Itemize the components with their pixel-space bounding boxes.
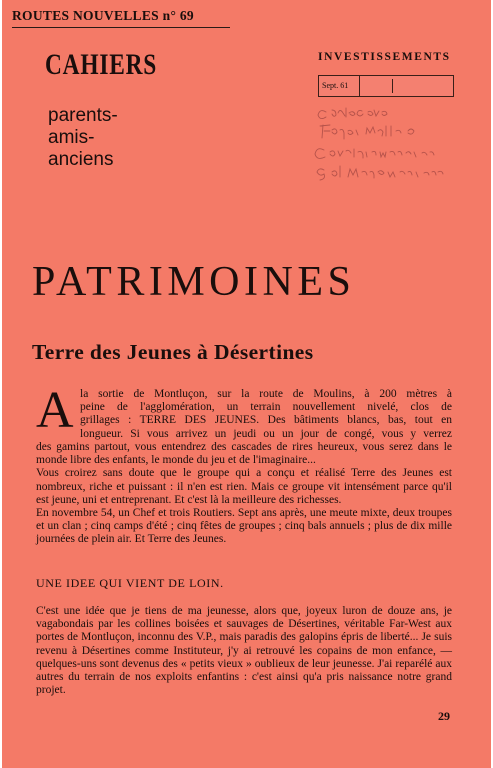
page-title: PATRIMOINES [32, 259, 356, 305]
investments-label: INVESTISSEMENTS [318, 51, 451, 63]
drop-cap: A [36, 382, 74, 439]
article-body-2 [36, 605, 452, 697]
date-stamp: Sept. 61 [322, 81, 349, 90]
date-stamp-box [318, 75, 454, 97]
paragraph-1-continued: des gamins partout, vous entendrez des cascades de rires heureux, vous serez dans le monde libre des enfants, le monde du jeu et de l'imaginaire... [36, 441, 452, 467]
magazine-page [2, 0, 491, 768]
stamp-mark [392, 79, 393, 93]
magazine-name: CAHIERS [45, 48, 158, 81]
paragraph-4: C'est une idée que je tiens de ma jeunesse, alors que, joyeux luron de douze ans, je vagabondais par les collines boisées et sauvages de Désertines, véritable Far-West aux portes de Montluçon, inconnu des V.P., mais paradis des galopins épris de liberté... Je suis revenu à Désertines comme Instituteur, j'y ai retrouvé les copains de mon enfance, — quelques-uns sont devenus des « petits vieux » oublieux de leur jeunesse. J'ai reparélé aux autres du terrain de nos exploits enfantins : c'est ainsi qu'a pris naissance notre grand projet. [36, 605, 452, 697]
intro-line-3: grillages : TERRE DES JEUNES. Des bâtiments blancs, bas, tout en [80, 414, 452, 427]
article-body [36, 441, 452, 547]
stamp-divider [359, 76, 360, 96]
intro-lines [80, 388, 452, 441]
subtitle-line-2: amis- [48, 127, 95, 148]
article-headline: Terre des Jeunes à Désertines [32, 340, 314, 364]
paragraph-2: Vous croirez sans doute que le groupe qui a conçu et réalisé Terre des Jeunes est nombreux, riche et puissant : il n'en est rien. Mais ce groupe vit intensément parce qu'il est jeune, uni et entreprenant. Et c'est là la meilleure des richesses. [36, 467, 452, 506]
page-number: 29 [438, 709, 450, 723]
series-title: ROUTES NOUVELLES n° 69 [12, 8, 194, 23]
intro-line-4: longueur. Si vous arrivez un jeudi ou un jour de congé, vous y verrez [80, 427, 452, 440]
section-heading: UNE IDEE QUI VIENT DE LOIN. [36, 576, 224, 590]
subtitle-line-3: anciens [48, 149, 114, 170]
paragraph-3: En novembre 54, un Chef et trois Routiers. Sept ans après, une meute mixte, deux troupes et un clan ; cinq camps d'été ; cinq fêtes de groupes ; cinq bals annuels ; plus de dix mille journées de plein air. Et Terre des Jeunes. [36, 507, 452, 546]
intro-line-2: peine de l'agglomération, un terrain nouvellement nivelé, clos de [80, 401, 452, 414]
series-rule [12, 27, 230, 28]
subtitle-line-1: parents- [48, 105, 118, 126]
intro-line-1: la sortie de Montluçon, sur la route de Moulins, à 200 mètres à [80, 388, 452, 400]
